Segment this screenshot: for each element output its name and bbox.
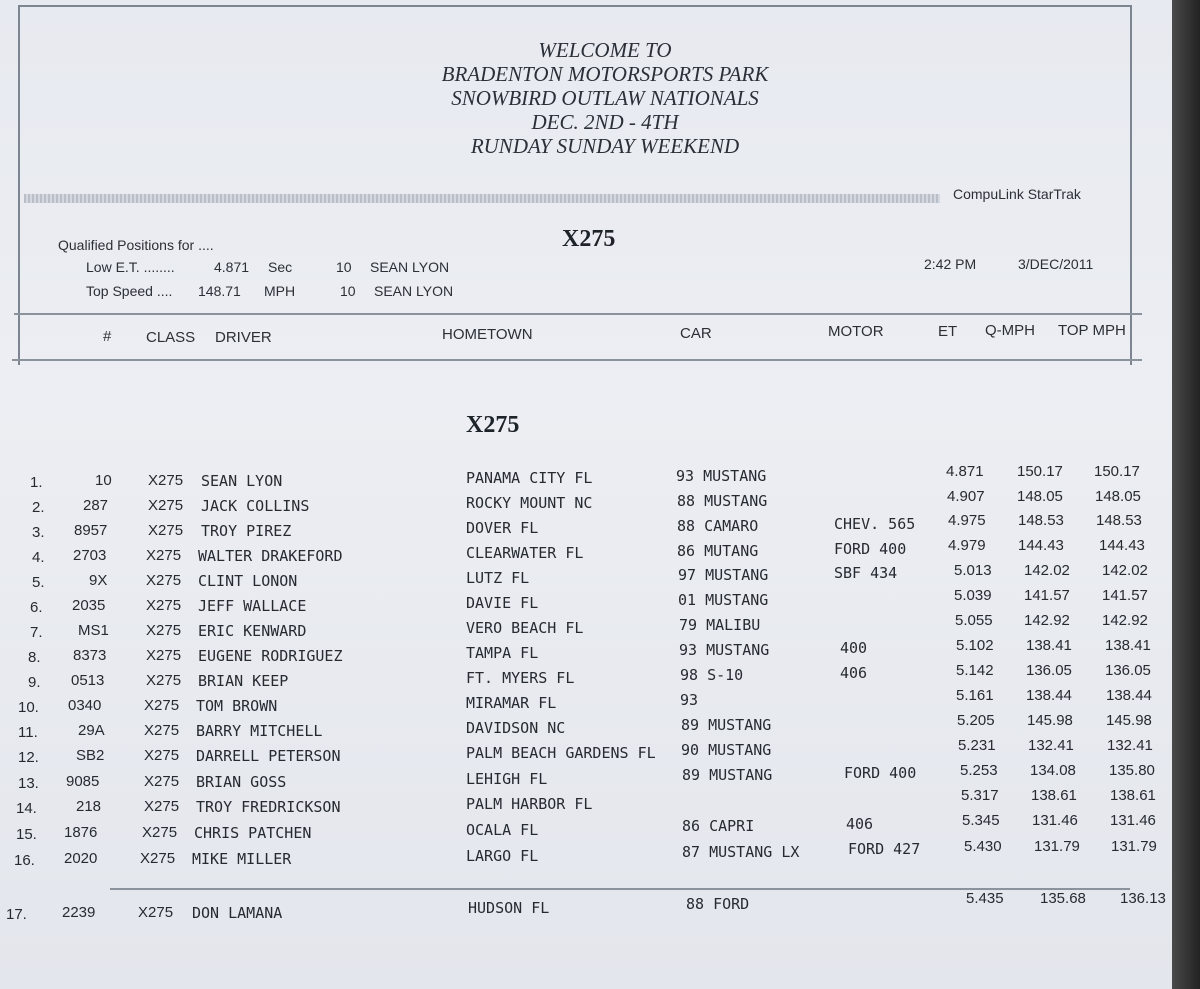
low-et-car: 10 [336, 259, 352, 275]
row-car: 98 S-10 [680, 666, 744, 684]
background-edge [1172, 0, 1200, 989]
row-hometown: LEHIGH FL [466, 770, 548, 788]
top-speed-value: 148.71 [198, 283, 241, 299]
top-speed-unit: MPH [264, 283, 296, 299]
row-et: 5.161 [956, 687, 994, 704]
row-class: X275 [144, 722, 180, 739]
row-position: 16. [14, 852, 35, 869]
row-hometown: TAMPA FL [466, 644, 539, 662]
row-driver: DON LAMANA [192, 904, 283, 922]
col-motor: MOTOR [828, 323, 884, 340]
row-hometown: DAVIDSON NC [466, 719, 566, 737]
row-driver: JACK COLLINS [201, 497, 310, 515]
row-class: X275 [146, 672, 182, 689]
row-et: 5.317 [961, 787, 999, 804]
col-qmph: Q-MPH [985, 322, 1035, 339]
row-qmph: 134.08 [1030, 762, 1076, 779]
row-driver: BRIAN GOSS [196, 773, 287, 791]
row-car-number: 2703 [73, 547, 107, 564]
row-top-mph: 142.92 [1102, 612, 1148, 629]
row-class: X275 [140, 850, 176, 867]
row-car: 79 MALIBU [679, 616, 761, 634]
row-driver: CLINT LONON [198, 572, 298, 590]
row-et: 4.907 [947, 488, 985, 505]
row-position: 15. [16, 826, 37, 843]
row-position: 4. [32, 549, 45, 566]
row-position: 1. [30, 474, 43, 491]
frame-top-border [18, 5, 1130, 7]
row-car-number: 29A [78, 722, 105, 739]
row-motor: 400 [840, 639, 868, 657]
class-title: X275 [562, 226, 616, 252]
row-qmph: 131.46 [1032, 812, 1078, 829]
report-time: 2:42 PM [924, 256, 977, 272]
row-top-mph: 135.80 [1109, 762, 1155, 779]
row-top-mph: 148.05 [1095, 488, 1141, 505]
row-hometown: VERO BEACH FL [466, 619, 584, 637]
row-car-number: 2035 [72, 597, 106, 614]
row-et: 5.430 [964, 838, 1002, 855]
row-car: 89 MUSTANG [681, 716, 772, 734]
row-hometown: PANAMA CITY FL [466, 469, 593, 487]
col-et: ET [938, 323, 958, 340]
row-car: 89 MUSTANG [682, 766, 773, 784]
row-car-number: 8957 [74, 522, 108, 539]
low-et-unit: Sec [268, 259, 293, 275]
row-class: X275 [146, 622, 182, 639]
row-top-mph: 138.41 [1105, 637, 1151, 654]
row-top-mph: 138.61 [1110, 787, 1156, 804]
welcome-line-1: WELCOME TO [538, 38, 672, 62]
row-hometown: MIRAMAR FL [466, 694, 557, 712]
row-et: 5.435 [966, 890, 1004, 907]
row-class: X275 [146, 597, 182, 614]
row-hometown: PALM BEACH GARDENS FL [466, 744, 656, 762]
row-car: 88 MUSTANG [677, 492, 768, 510]
row-qmph: 132.41 [1028, 737, 1074, 754]
row-et: 5.102 [956, 637, 994, 654]
row-qmph: 138.44 [1026, 687, 1072, 704]
row-position: 17. [6, 906, 27, 923]
row-position: 3. [32, 524, 45, 541]
welcome-line-2: BRADENTON MOTORSPORTS PARK [441, 62, 769, 86]
row-driver: BRIAN KEEP [198, 672, 289, 690]
row-position: 11. [18, 724, 38, 741]
row-qmph: 148.05 [1017, 488, 1063, 505]
row-top-mph: 145.98 [1106, 712, 1152, 729]
row-car: 87 MUSTANG LX [682, 843, 800, 861]
row-car: 88 FORD [686, 895, 750, 913]
row-driver: TOM BROWN [196, 697, 278, 715]
row-class: X275 [148, 522, 184, 539]
row-qmph: 142.02 [1024, 562, 1070, 579]
row-driver: SEAN LYON [201, 472, 283, 490]
brand-label: CompuLink StarTrak [953, 186, 1081, 202]
row-et: 5.231 [958, 737, 996, 754]
row-qmph: 138.61 [1031, 787, 1077, 804]
row-position: 12. [18, 749, 39, 766]
row-position: 13. [18, 775, 39, 792]
row-driver: TROY FREDRICKSON [196, 798, 341, 816]
row-top-mph: 131.46 [1110, 812, 1156, 829]
row-class: X275 [148, 472, 184, 489]
report-date: 3/DEC/2011 [1018, 256, 1094, 272]
row-position: 5. [32, 574, 45, 591]
welcome-line-5: RUNDAY SUNDAY WEEKEND [470, 134, 740, 158]
frame-right-border [1130, 5, 1132, 365]
row-class: X275 [146, 647, 182, 664]
row-qmph: 148.53 [1018, 512, 1064, 529]
col-class: CLASS [146, 329, 196, 346]
row-et: 5.039 [954, 587, 992, 604]
row-class: X275 [144, 773, 180, 790]
row-qmph: 145.98 [1027, 712, 1073, 729]
row-position: 8. [28, 649, 41, 666]
header-divider-stripe [24, 194, 940, 203]
col-car: CAR [680, 325, 712, 342]
row-class: X275 [144, 697, 180, 714]
row-position: 9. [28, 674, 41, 691]
row-top-mph: 136.05 [1105, 662, 1151, 679]
row-car: 86 MUTANG [677, 542, 759, 560]
row-hometown: OCALA FL [466, 821, 539, 839]
row-qmph: 144.43 [1018, 537, 1064, 554]
top-speed-label: Top Speed .... [86, 283, 173, 299]
row-car: 90 MUSTANG [681, 741, 772, 759]
row-class: X275 [138, 904, 174, 921]
row-car-number: 218 [76, 798, 102, 815]
row-top-mph: 148.53 [1096, 512, 1142, 529]
low-et-value: 4.871 [214, 259, 250, 275]
row-car: 93 MUSTANG [679, 641, 770, 659]
row-position: 7. [30, 624, 43, 641]
row-driver: EUGENE RODRIGUEZ [198, 647, 343, 665]
row-et: 5.013 [954, 562, 992, 579]
header-top-rule [14, 313, 1142, 315]
row-et: 5.253 [960, 762, 998, 779]
row-et: 5.142 [956, 662, 994, 679]
row-motor: CHEV. 565 [834, 515, 916, 533]
top-speed-driver: SEAN LYON [374, 283, 454, 299]
row-hometown: ROCKY MOUNT NC [466, 494, 593, 512]
welcome-line-4: DEC. 2ND - 4TH [531, 110, 679, 134]
row-driver: CHRIS PATCHEN [194, 824, 312, 842]
row-class: X275 [144, 747, 180, 764]
row-car-number: 10 [95, 472, 112, 489]
row-hometown: LUTZ FL [466, 569, 530, 587]
row-top-mph: 131.79 [1111, 838, 1157, 855]
row-driver: TROY PIREZ [201, 522, 292, 540]
row-driver: JEFF WALLACE [198, 597, 307, 615]
row-position: 10. [18, 699, 39, 716]
row-car-number: SB2 [76, 747, 105, 764]
row-motor: FORD 400 [844, 764, 917, 782]
row-class: X275 [146, 547, 182, 564]
row-hometown: LARGO FL [466, 847, 539, 865]
row-et: 5.205 [957, 712, 995, 729]
row-car: 93 MUSTANG [676, 467, 767, 485]
row-hometown: PALM HARBOR FL [466, 795, 593, 813]
col-num: # [103, 328, 112, 345]
row-car-number: MS1 [78, 622, 109, 639]
row-top-mph: 142.02 [1102, 562, 1148, 579]
row-car-number: 1876 [64, 824, 98, 841]
row-hometown: FT. MYERS FL [466, 669, 575, 687]
row-position: 2. [32, 499, 45, 516]
row-hometown: DOVER FL [466, 519, 539, 537]
row-car-number: 2020 [64, 850, 98, 867]
row-qmph: 150.17 [1017, 463, 1063, 480]
row-car: 01 MUSTANG [678, 591, 769, 609]
row-qmph: 135.68 [1040, 890, 1086, 907]
welcome-line-3: SNOWBIRD OUTLAW NATIONALS [451, 86, 759, 110]
row-motor: FORD 427 [848, 840, 921, 858]
row-motor: SBF 434 [834, 564, 898, 582]
row-car: 97 MUSTANG [678, 566, 769, 584]
row-driver: BARRY MITCHELL [196, 722, 323, 740]
row-car-number: 9X [89, 572, 108, 589]
row-et: 5.345 [962, 812, 1000, 829]
row-top-mph: 132.41 [1107, 737, 1153, 754]
row-qmph: 138.41 [1026, 637, 1072, 654]
row-motor: 406 [840, 664, 868, 682]
row-car-number: 287 [83, 497, 109, 514]
row-qmph: 136.05 [1026, 662, 1072, 679]
row-driver: MIKE MILLER [192, 850, 292, 868]
row-driver: DARRELL PETERSON [196, 747, 341, 765]
top-speed-car: 10 [340, 283, 356, 299]
row-car-number: 0513 [71, 672, 105, 689]
row-hometown: HUDSON FL [468, 899, 550, 917]
row-car-number: 9085 [66, 773, 100, 790]
qualified-label: Qualified Positions for .... [58, 237, 214, 253]
header-bottom-rule [12, 359, 1142, 361]
row-class: X275 [144, 798, 180, 815]
section-title: X275 [466, 412, 520, 438]
row-qmph: 142.92 [1024, 612, 1070, 629]
row-class: X275 [148, 497, 184, 514]
row-class: X275 [142, 824, 178, 841]
row-motor: 406 [846, 815, 874, 833]
row-car: 93 [680, 691, 699, 709]
row-driver: WALTER DRAKEFORD [198, 547, 343, 565]
row-car: 88 CAMARO [677, 517, 759, 535]
row-et: 4.975 [948, 512, 986, 529]
row-hometown: CLEARWATER FL [466, 544, 584, 562]
low-et-label: Low E.T. ........ [86, 259, 175, 275]
row-driver: ERIC KENWARD [198, 622, 307, 640]
row-qmph: 131.79 [1034, 838, 1080, 855]
row-position: 6. [30, 599, 43, 616]
row-car-number: 8373 [73, 647, 107, 664]
row-et: 4.979 [948, 537, 986, 554]
row-top-mph: 141.57 [1102, 587, 1148, 604]
row-et: 5.055 [955, 612, 993, 629]
row-et: 4.871 [946, 463, 984, 480]
frame-left-border [18, 5, 20, 365]
row-position: 14. [16, 800, 37, 817]
col-driver: DRIVER [215, 329, 272, 346]
row-motor: FORD 400 [834, 540, 907, 558]
row-top-mph: 136.13 [1120, 890, 1166, 907]
row-top-mph: 144.43 [1099, 537, 1145, 554]
row-class: X275 [146, 572, 182, 589]
row-car-number: 0340 [68, 697, 102, 714]
row-top-mph: 150.17 [1094, 463, 1140, 480]
col-topmph: TOP MPH [1058, 322, 1126, 339]
row-car-number: 2239 [62, 904, 96, 921]
low-et-driver: SEAN LYON [370, 259, 450, 275]
row-qmph: 141.57 [1024, 587, 1070, 604]
row-car: 86 CAPRI [682, 817, 755, 835]
row-top-mph: 138.44 [1106, 687, 1152, 704]
row-hometown: DAVIE FL [466, 594, 539, 612]
col-hometown: HOMETOWN [442, 326, 533, 343]
